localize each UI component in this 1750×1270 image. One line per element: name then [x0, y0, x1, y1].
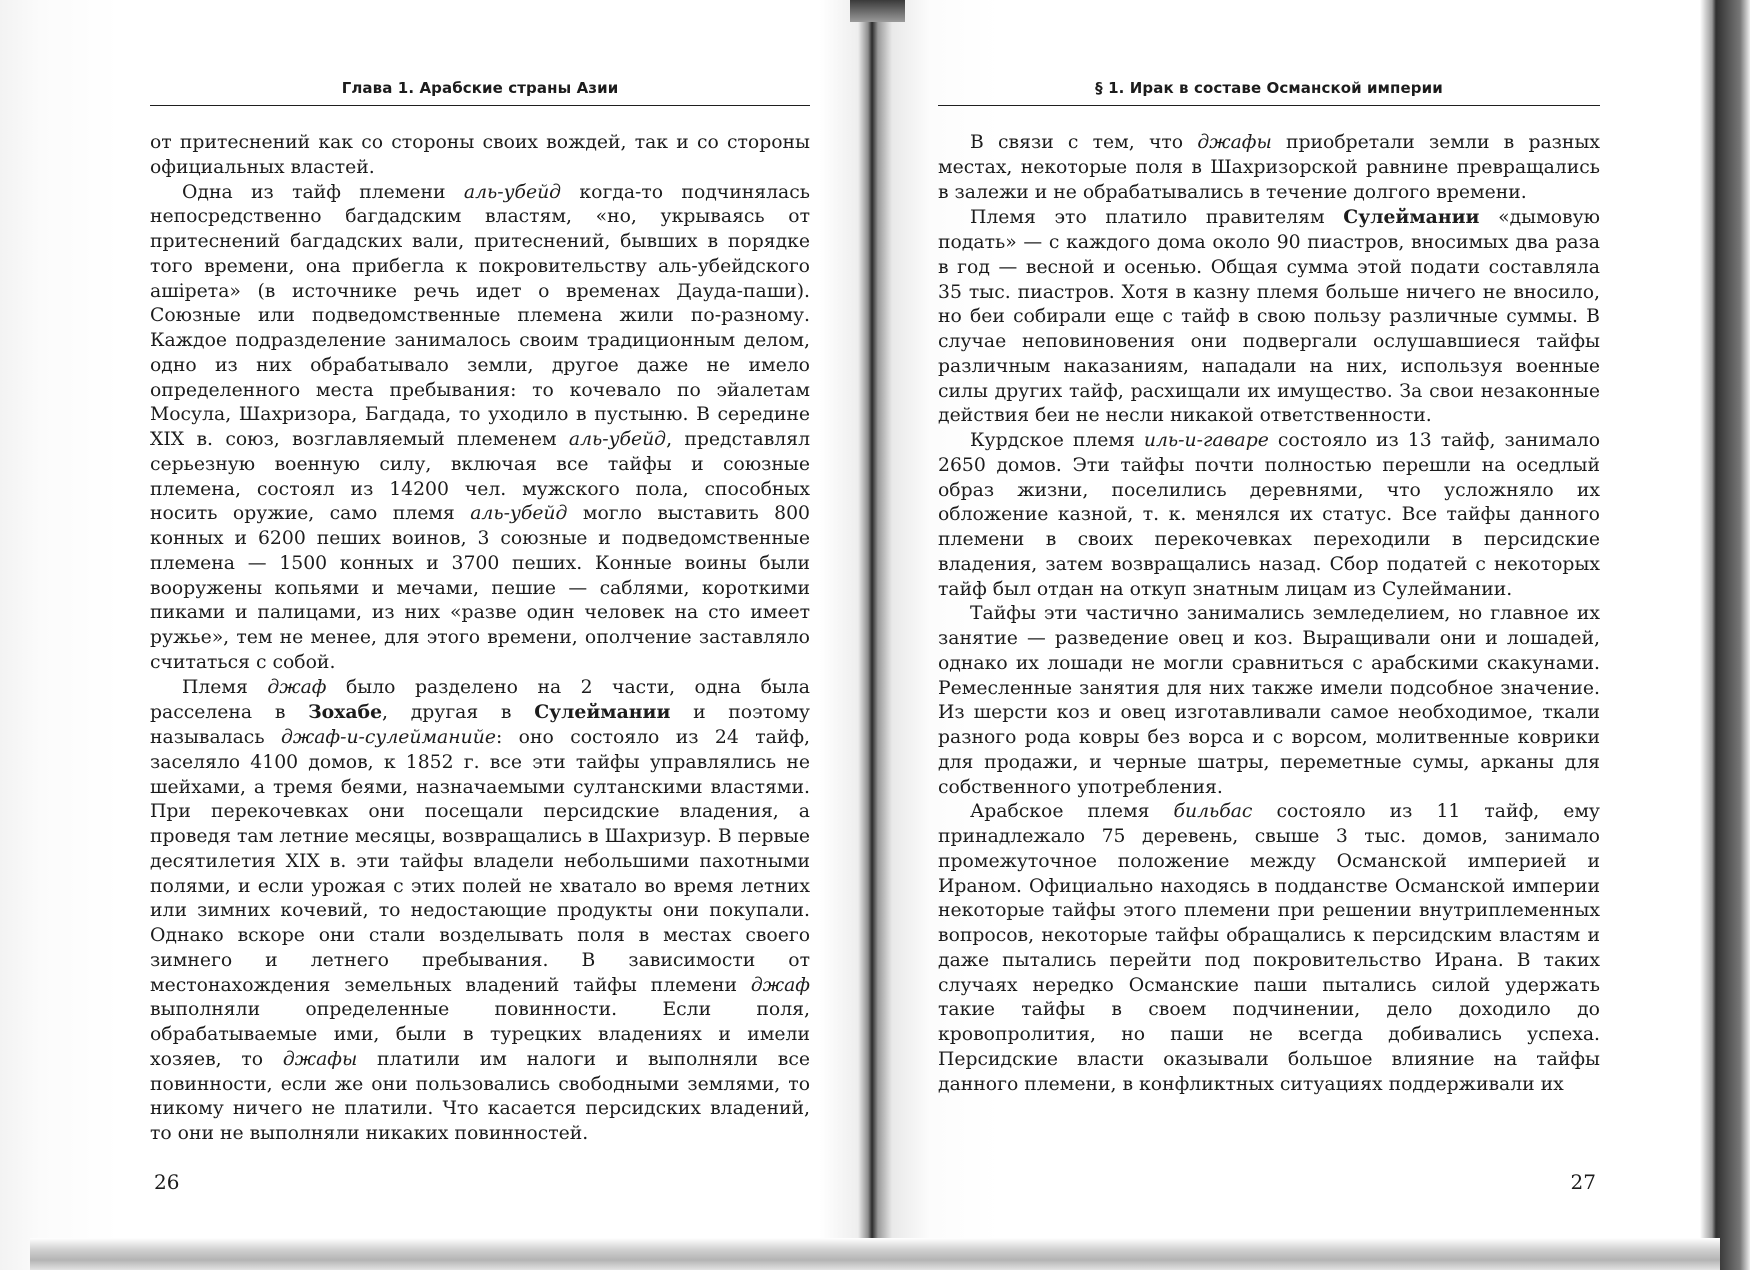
- paragraph: [938, 131, 1600, 205]
- italic-term: джаф: [267, 676, 327, 698]
- text-run: , представлял серьезную военную силу, включая все тайфы и союзные племена, состоял из 14200 чел. мужского пола, способных носить оружие, само племя: [150, 429, 810, 525]
- paragraph: [938, 602, 1600, 800]
- right-page: [938, 78, 1600, 1208]
- right-body-text: [938, 131, 1600, 1097]
- paragraph: [150, 181, 810, 676]
- text-run: В связи с тем, что: [970, 132, 1198, 153]
- text-run: : оно состояло из 24 тайф, заселяло 4100 домов, к 1852 г. все эти тайфы управлялись не шейхами, а тремя беями, назначаемыми султанскими властями. При перекочевках они посещали персидские владения, а проведя там летние месяцы, возвращались в Шахризур. В первые десятилетия XIX в. эти тайфы владели небольшими пахотными полями, и если урожая с этих полей не хватало во время летних или зимних кочевий, то недостающие продукты они покупали. Однако вскоре они стали возделывать поля в местах своего зимнего и летнего пребывания. В зависимости от местонахождения земельных владений тайфы племени: [150, 727, 810, 996]
- text-run: Племя: [182, 676, 268, 698]
- paragraph: [150, 676, 810, 1147]
- text-run: было разделено на 2 части, одна была расселена в: [150, 676, 810, 724]
- italic-term: джаф: [750, 974, 810, 996]
- text-run: «дымовую подать» — с каждого дома около 90 пиастров, вносимых два раза в год — весной и осенью. Общая сумма этой подати составляла 35 тыс. пиастров. Хотя в казну племя больше ничего не вносило, но беи собирали еще с тайф в свою пользу различные суммы. В случае неповиновения они подвергали ослушавшиеся тайфы различным наказаниям, нападали на них, используя военные силы других тайф, расхищали их имущество. За свои незаконные действия беи не несли никакой ответственности.: [938, 207, 1600, 427]
- book-gutter-shadow: [850, 0, 905, 22]
- left-page-number: 26: [154, 1170, 180, 1194]
- text-run: Одна из тайф племени: [182, 181, 464, 203]
- text-run: Племя это платило правителям: [970, 207, 1344, 229]
- left-body-text: [150, 131, 810, 1147]
- italic-term: бильбас: [1173, 801, 1253, 823]
- paragraph: [938, 429, 1600, 602]
- italic-term: аль-убейд: [470, 503, 568, 525]
- bold-term: Сулеймании: [1343, 206, 1480, 229]
- page-edge-shadow: [30, 1238, 1720, 1270]
- text-run: от притеснений как со стороны своих вождей, так и со стороны официальных властей.: [150, 132, 810, 178]
- text-run: приобретали земли в разных местах, некоторые поля в Шахризорской равнине превращались в залежи и не обрабатывались в течение долгого времени.: [938, 132, 1600, 203]
- text-run: состояло из 11 тайф, ему принадлежало 75 деревень, свыше 3 тыс. домов, занимало промежуточное положение между Османской империей и Ираном. Официально находясь в подданстве Османской империи некоторые тайфы этого племени при решении внутриплеменных вопросов, некоторые тайфы обращались к персидским властям и даже пытались перейти под покровительство Ирана. В таких случаях нередко Османские паши пытались силой удержать такие тайфы в своем подчинении, дело доходило до кровопролития, но паши не всегда добивались успеха. Персидские власти оказывали большое влияние на тайфы данного племени, в конфликтных ситуациях поддерживали их: [938, 801, 1600, 1095]
- right-page-number: 27: [1570, 1170, 1596, 1194]
- italic-term: джаф-и-сулейманийе: [280, 727, 496, 748]
- italic-term: аль-убейд: [568, 429, 667, 450]
- text-run: могло выставить 800 конных и 6200 пеших воинов, 3 союзные и подведомственные племена — 1500 конных и 3700 пеших. Конные воины были вооружены копьями и мечами, пешие — саблями, короткими пиками и палицами, из них «разве один человек на сто имеет ружье», тем не менее, для этого времени, ополчение заставляло считаться с собой.: [150, 503, 810, 673]
- italic-term: аль-убейд: [463, 181, 562, 203]
- text-run: Арабское племя: [970, 801, 1174, 823]
- text-run: , другая в: [382, 702, 535, 724]
- paragraph: [938, 800, 1600, 1097]
- left-page: [150, 78, 810, 1208]
- italic-term: иль-и-гаваре: [1143, 430, 1269, 451]
- bold-term: Сулеймании: [534, 701, 671, 724]
- paragraph: [938, 205, 1600, 429]
- text-run: и поэтому называлась: [150, 702, 810, 748]
- text-run: выполняли определенные повинности. Если поля, обрабатываемые ими, были в турецких владениях и имели хозяев, то: [150, 999, 810, 1070]
- text-run: когда-то подчинялась непосредственно багдадским властям, «но, укрываясь от притеснений багдадских вали, притеснений, бывших в порядке того времени, она прибегла к покровительству аль-убейдского ашірета» (в источнике речь идет о временах Дауда-паши). Союзные или подведомственные племена жили по-разному. Каждое подразделение занималось своим традиционным делом, одно из них обрабатывало земли, другое даже не имело определенного места пребывания: то кочевало по эйалетам Мосула, Шахризора, Багдада, то уходило в пустыню. В середине XIX в. союз, возглавляемый племенем: [150, 181, 810, 450]
- text-run: Тайфы эти частично занимались земледелием, но главное их занятие — разведение овец и коз. Выращивали они и лошадей, однако их лошади не могли сравниться с арабскими скакунами. Ремесленные занятия для них также имели подсобное значение. Из шерсти коз и овец изготавливали самое необходимое, ткали разного рода ковры без ворса и с ворсом, молитвенные коврики для продажи, и черные шатры, переметные сумы, арканы для собственного употребления.: [938, 603, 1600, 798]
- bold-term: Зохабе: [308, 701, 383, 724]
- right-running-head: § 1. Ирак в составе Османской империи: [938, 78, 1600, 106]
- text-run: Курдское племя: [970, 430, 1144, 451]
- italic-term: джафы: [1197, 132, 1272, 153]
- text-run: платили им налоги и выполняли все повинности, если же они пользовались свободными землями, то никому ничего не платили. Что касается персидских владений, то они не выполняли никаких повинностей.: [150, 1048, 811, 1144]
- text-run: состояло из 13 тайф, занимало 2650 домов. Эти тайфы почти полностью перешли на оседлый образ жизни, поселились деревнями, что усложняло их обложение казной, т. к. менялся их статус. Все тайфы данного племени в своих перекочевках переходили в персидские владения, затем возвращались назад. Сбор податей с некоторых тайф был отдан на откуп знатным лицам из Сулеймании.: [938, 430, 1600, 600]
- paragraph: [150, 131, 810, 181]
- left-running-head: Глава 1. Арабские страны Азии: [150, 78, 810, 106]
- italic-term: джафы: [282, 1048, 358, 1070]
